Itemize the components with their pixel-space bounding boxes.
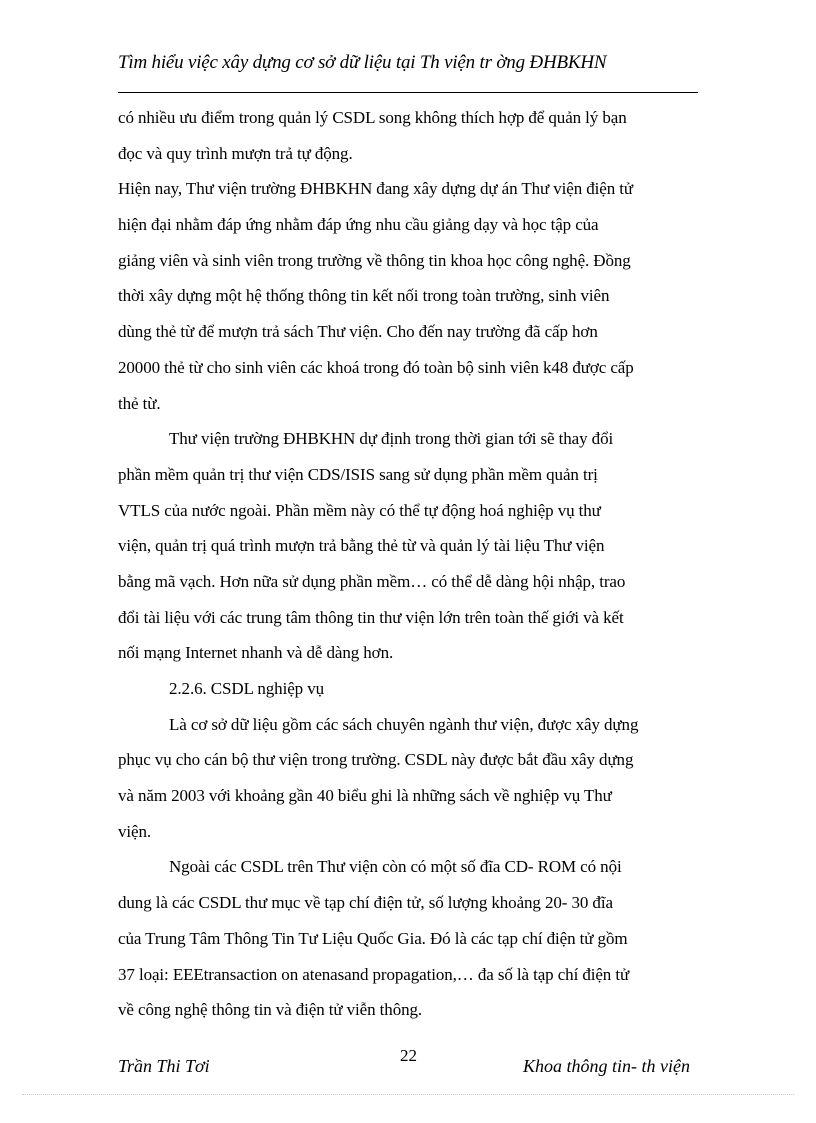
text-line: 20000 thẻ từ cho sinh viên các khoá trong đó toàn bộ sinh viên k48 được cấp	[118, 357, 634, 377]
text-line: bằng mã vạch. Hơn nữa sử dụng phần mềm… có thể dễ dàng hội nhập, trao	[118, 571, 626, 591]
text-line: giảng viên và sinh viên trong trường về thông tin khoa học công nghệ. Đồng	[118, 250, 631, 270]
document-body	[118, 100, 698, 1028]
text-line: VTLS của nước ngoài. Phần mềm này có thể tự động hoá nghiệp vụ thư	[118, 500, 601, 520]
text-line: dung là các CSDL thư mục về tạp chí điện tử, số lượng khoảng 20- 30 đĩa	[118, 893, 613, 913]
text-line: hiện đại nhằm đáp ứng nhằm đáp ứng nhu cầu giảng dạy và học tập của	[118, 215, 599, 235]
text-line: đọc và quy trình mượn trả tự động.	[118, 143, 353, 163]
text-line: đổi tài liệu với các trung tâm thông tin thư viện lớn trên toàn thế giới và kết	[118, 607, 624, 627]
text-line: phục vụ cho cán bộ thư viện trong trường. CSDL này được bắt đầu xây dựng	[118, 750, 634, 770]
page-bottom-border	[22, 1094, 794, 1095]
text-line: thời xây dựng một hệ thống thông tin kết nối trong toàn trường, sinh viên	[118, 286, 610, 306]
text-line: 37 loại: EEEtransaction on atenasand propagation,… đa số là tạp chí điện tử	[118, 964, 630, 984]
page-number: 22	[400, 1046, 417, 1065]
text-line: về công nghệ thông tin và điện tử viễn thông.	[118, 1000, 423, 1020]
paragraph-professional-db	[118, 707, 698, 850]
footer-department: Khoa thông tin- th viện	[523, 1056, 690, 1076]
text-line: của Trung Tâm Thông Tin Tư Liệu Quốc Gia. Đó là các tạp chí điện tử gồm	[118, 928, 628, 948]
header-divider	[118, 92, 698, 93]
text-line: Hiện nay, Thư viện trường ĐHBKHN đang xây dựng dự án Thư viện điện tử	[118, 179, 634, 199]
paragraph-cd-rom	[118, 849, 698, 1027]
paragraph-continuation	[118, 100, 698, 171]
text-line: dùng thẻ từ để mượn trả sách Thư viện. Cho đến nay trường đã cấp hơn	[118, 322, 598, 342]
text-line: viện.	[118, 821, 152, 841]
text-line: nối mạng Internet nhanh và dễ dàng hơn.	[118, 643, 394, 663]
paragraph-software-plan	[118, 421, 698, 671]
text-line: phần mềm quản trị thư viện CDS/ISIS sang sử dụng phần mềm quản trị	[118, 464, 598, 484]
section-heading	[118, 671, 698, 707]
text-line: có nhiều ưu điểm trong quản lý CSDL song không thích hợp để quản lý bạn	[118, 108, 627, 127]
footer-author: Trần Thi Tơi	[118, 1056, 210, 1076]
page-header	[118, 52, 698, 74]
text-line: Thư viện trường ĐHBKHN dự định trong thời gian tới sẽ thay đổi	[169, 429, 614, 449]
text-line: viện, quản trị quá trình mượn trả bằng thẻ từ và quản lý tài liệu Thư viện	[118, 536, 605, 556]
text-line: và năm 2003 với khoảng gần 40 biểu ghi là những sách về nghiệp vụ Thư	[118, 786, 612, 806]
text-line: Là cơ sở dữ liệu gồm các sách chuyên ngành thư viện, được xây dựng	[169, 714, 639, 734]
paragraph-current-project	[118, 171, 698, 421]
page-footer	[118, 1046, 698, 1082]
header-title: Tìm hiểu việc xây dựng cơ sở dữ liệu tại Th viện tr ờng ĐHBKHN	[118, 52, 607, 73]
text-line: Ngoài các CSDL trên Thư viện còn có một số đĩa CD- ROM có nội	[169, 857, 622, 877]
text-line: thẻ từ.	[118, 393, 161, 413]
section-heading-text: 2.2.6. CSDL nghiệp vụ	[169, 679, 324, 698]
